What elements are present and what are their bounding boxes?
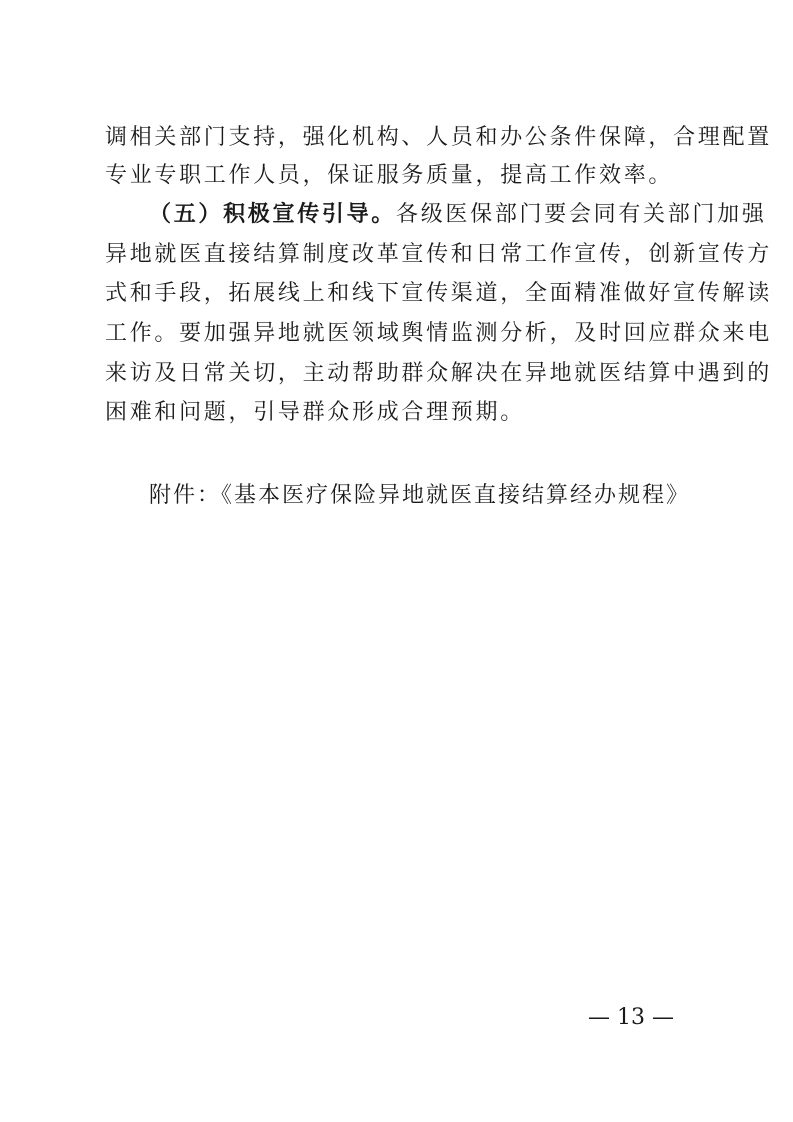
body-line-6: 工作。要加强异地就医领域舆情监测分析，及时回应群众来电 (105, 321, 772, 346)
page-number: — 13 — (588, 1005, 674, 1030)
attachment-title: 《基本医疗保险异地就医直接结算经办规程》 (221, 483, 691, 508)
section-heading: （五）积极宣传引导。 (149, 202, 397, 227)
body-line-4: 异地就医直接结算制度改革宣传和日常工作宣传，创新宣传方 (105, 242, 772, 267)
body-line-8: 困难和问题，引导群众形成合理预期。 (105, 400, 525, 425)
body-line-3: 各级医保部门要会同有关部门加强 (396, 202, 767, 227)
body-line-1: 调相关部门支持，强化机构、人员和办公条件保障，合理配置 (105, 125, 772, 150)
attachment-line (149, 481, 690, 511)
body-line-5: 式和手段，拓展线上和线下宣传渠道，全面精准做好宣传解读 (105, 281, 772, 306)
body-line-7: 来访及日常关切，主动帮助群众解决在异地就医结算中遇到的 (105, 361, 772, 386)
section-paragraph-first-line (149, 200, 767, 230)
body-line-2: 专业专职工作人员，保证服务质量，提高工作效率。 (105, 163, 674, 188)
attachment-label: 附件： (149, 483, 222, 508)
